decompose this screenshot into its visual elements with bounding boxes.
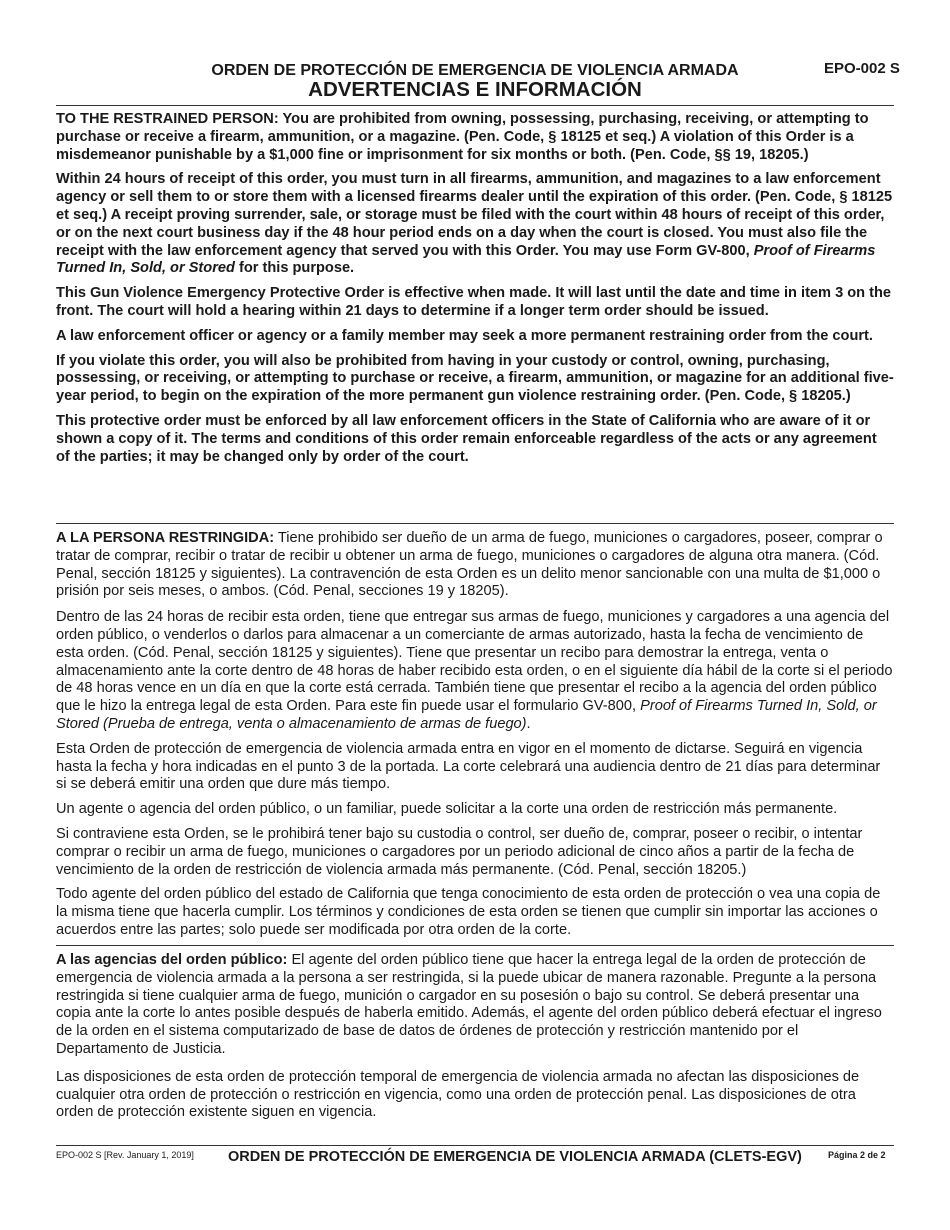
form-title-italic: Proof of Firearms Turned In, Sold, or Stored: [56, 242, 876, 277]
agencies-paragraph: Las disposiciones de esta orden de protección temporal de emergencia de violencia armada no afectan las disposiciones de cualquier otra orden de protección o restricción en vigencia, como una orden de protección penal. Las disposiciones de otra orden de protección existente siguen en vigencia.: [56, 1068, 860, 1121]
paragraph-text: El agente del orden público tiene que hacer la entrega legal de la orden de protección de emergencia de violencia armada a la persona a ser restringida, si la puede ubicar de manera razonable. Pregunte a la persona restringida si tiene cualquier arma de fuego, munición o cargador en su posesión o bajo su control. Se deberá presentar una copia ante la corte lo antes posible después de haberla emitido. Además, el agente del orden público deberá efectuar el ingreso de la orden en el sistema computarizado de base de datos de órdenes de protección y restricción mantenido por el Departamento de Justicia.: [56, 952, 882, 1057]
paragraph-text: Dentro de las 24 horas de recibir esta orden, tiene que entregar sus armas de fuego, municiones y cargadores a una agencia del orden público, o venderlos o darlos para almacenar a un comerciante de armas autorizado, hasta la fecha de vencimiento de esta orden. (Cód. Penal, sección 18125 y siguientes). Tiene que presentar un recibo para demostrar la entrega, venta o almacenamiento ante la corte dentro de 48 horas de haber recibido esta orden, o en el siguiente día hábil de la corte si el periodo de 48 horas vence en un día en que la corte está cerrada. También tiene que presentar el recibo a la agencia del orden público que le hizo la entrega legal de esta Orden. Para este fin puede usar el formulario GV-800,: [56, 609, 893, 715]
agencies-label: A las agencias del orden público:: [56, 952, 288, 968]
paragraph-text: Tiene prohibido ser dueño de un arma de fuego, municiones o cargadores, poseer, comprar o tratar de comprar, recibir o tratar de recibir u obtener un arma de fuego, municiones o cargadores de alguna otra manera. (Cód. Penal, sección 18125 y siguientes). La contravención de esta Orden es un delito menor sancionable con una multa de $1,000 o prisión por seis meses, o ambos. (Cód. Penal, secciones 19 y 18205).: [56, 530, 883, 600]
spanish-paragraph: Todo agente del orden público del estado de California que tenga conocimiento de esta orden de protección o vea una copia de la misma tiene que hacerla cumplir. Los términos y condiciones de esta orden se tienen que cumplir sin importar las acciones o acuerdos entre las partes; solo puede ser modificada por otra orden de la corte.: [56, 886, 881, 938]
restrained-person-label: TO THE RESTRAINED PERSON:: [56, 111, 279, 127]
english-paragraph: If you violate this order, you will also be prohibited from having in your custody or control, owning, purchasing, possessing, or receiving, or attempting to purchase or receive, a firearm, ammunition, or magazine for an additional five-year period, to begin on the expiration of the more permanent gun violence restraining order. (Pen. Code, § 18205.): [56, 352, 894, 405]
footer-rule: [56, 1145, 894, 1146]
spanish-paragraph: Esta Orden de protección de emergencia de violencia armada entra en vigor en el momento de dictarse. Seguirá en vigencia hasta la fecha y hora indicadas en el punto 3 de la portada. La corte celebrará una audiencia dentro de 21 días para determinar si se deberá emitir una orden que dure más tiempo.: [56, 740, 881, 793]
footer-title: ORDEN DE PROTECCIÓN DE EMERGENCIA DE VIOLENCIA ARMADA (CLETS-EGV): [228, 1149, 802, 1165]
spanish-paragraph: [56, 609, 894, 734]
spanish-warnings-section: [56, 530, 894, 947]
footer-form-code: EPO-002 S [Rev. January 1, 2019]: [56, 1150, 194, 1160]
section-divider: [56, 523, 894, 524]
section-divider: [56, 945, 894, 946]
paragraph-text: for this purpose.: [234, 260, 355, 277]
restrained-person-label: A LA PERSONA RESTRINGIDA:: [56, 530, 275, 546]
page-number: Página 2 de 2: [828, 1150, 886, 1160]
agencies-paragraph: [56, 952, 894, 1059]
form-number: EPO-002 S: [824, 60, 900, 77]
header-rule: [56, 105, 894, 106]
spanish-paragraph: [56, 530, 894, 601]
document-subtitle: ADVERTENCIAS E INFORMACIÓN: [308, 78, 642, 101]
english-warnings-section: [56, 111, 894, 473]
english-paragraph: This protective order must be enforced by all law enforcement officers in the State of California who are aware of it or shown a copy of it. The terms and conditions of this order remain enforceable regardless of the acts or any agreement of the parties; it may be changed only by order of the court.: [56, 412, 877, 465]
english-paragraph: A law enforcement officer or agency or a family member may seek a more permanent restraining order from the court.: [56, 327, 873, 344]
paragraph-text: Within 24 hours of receipt of this order, you must turn in all firearms, ammunition, and magazines to a law enforcement agency or sell them to or store them with a licensed firearms dealer until the expiration of this order. (Pen. Code, § 18125 et seq.) A receipt proving surrender, sale, or storage must be filed with the court within 48 hours of receipt of this order, or on the next court business day if the 48 hour period ends on a day when the court is closed. You must also file the receipt with the law enforcement agency that served you with this Order. You may use Form GV-800,: [56, 171, 893, 259]
form-title-italic: Proof of Firearms Turned In, Sold, or Stored (Prueba de entrega, venta o almacenamiento de armas de fuego): [56, 698, 877, 732]
english-paragraph: [56, 171, 894, 278]
spanish-paragraph: Si contraviene esta Orden, se le prohibirá tener bajo su custodia o control, ser dueño de, comprar, poseer o recibir, o intentar comprar o recibir un arma de fuego, municiones o cargadores por un periodo adicional de cinco años a partir de la fecha de vencimiento de la orden de restricción de violencia armada más permanente. (Cód. Penal, sección 18205.): [56, 825, 863, 878]
law-enforcement-section: [56, 952, 894, 1129]
document-title: ORDEN DE PROTECCIÓN DE EMERGENCIA DE VIOLENCIA ARMADA: [211, 62, 739, 79]
spanish-paragraph: Un agente o agencia del orden público, o un familiar, puede solicitar a la corte una orden de restricción más permanente.: [56, 801, 838, 818]
english-paragraph: This Gun Violence Emergency Protective Order is effective when made. It will last until the date and time in item 3 on the front. The court will hold a hearing within 21 days to determine if a longer term order should be issued.: [56, 285, 892, 319]
english-paragraph: [56, 111, 894, 164]
paragraph-text: .: [526, 715, 531, 732]
paragraph-text: You are prohibited from owning, possessing, purchasing, receiving, or attempting to purchase or receive a firearm, ammunition, or a magazine. (Pen. Code, § 18125 et seq.) A violation of this Order is a misdemeanor punishable by a $1,000 fine or imprisonment for six months or both. (Pen. Code, §§ 19, 18205.): [56, 111, 869, 163]
